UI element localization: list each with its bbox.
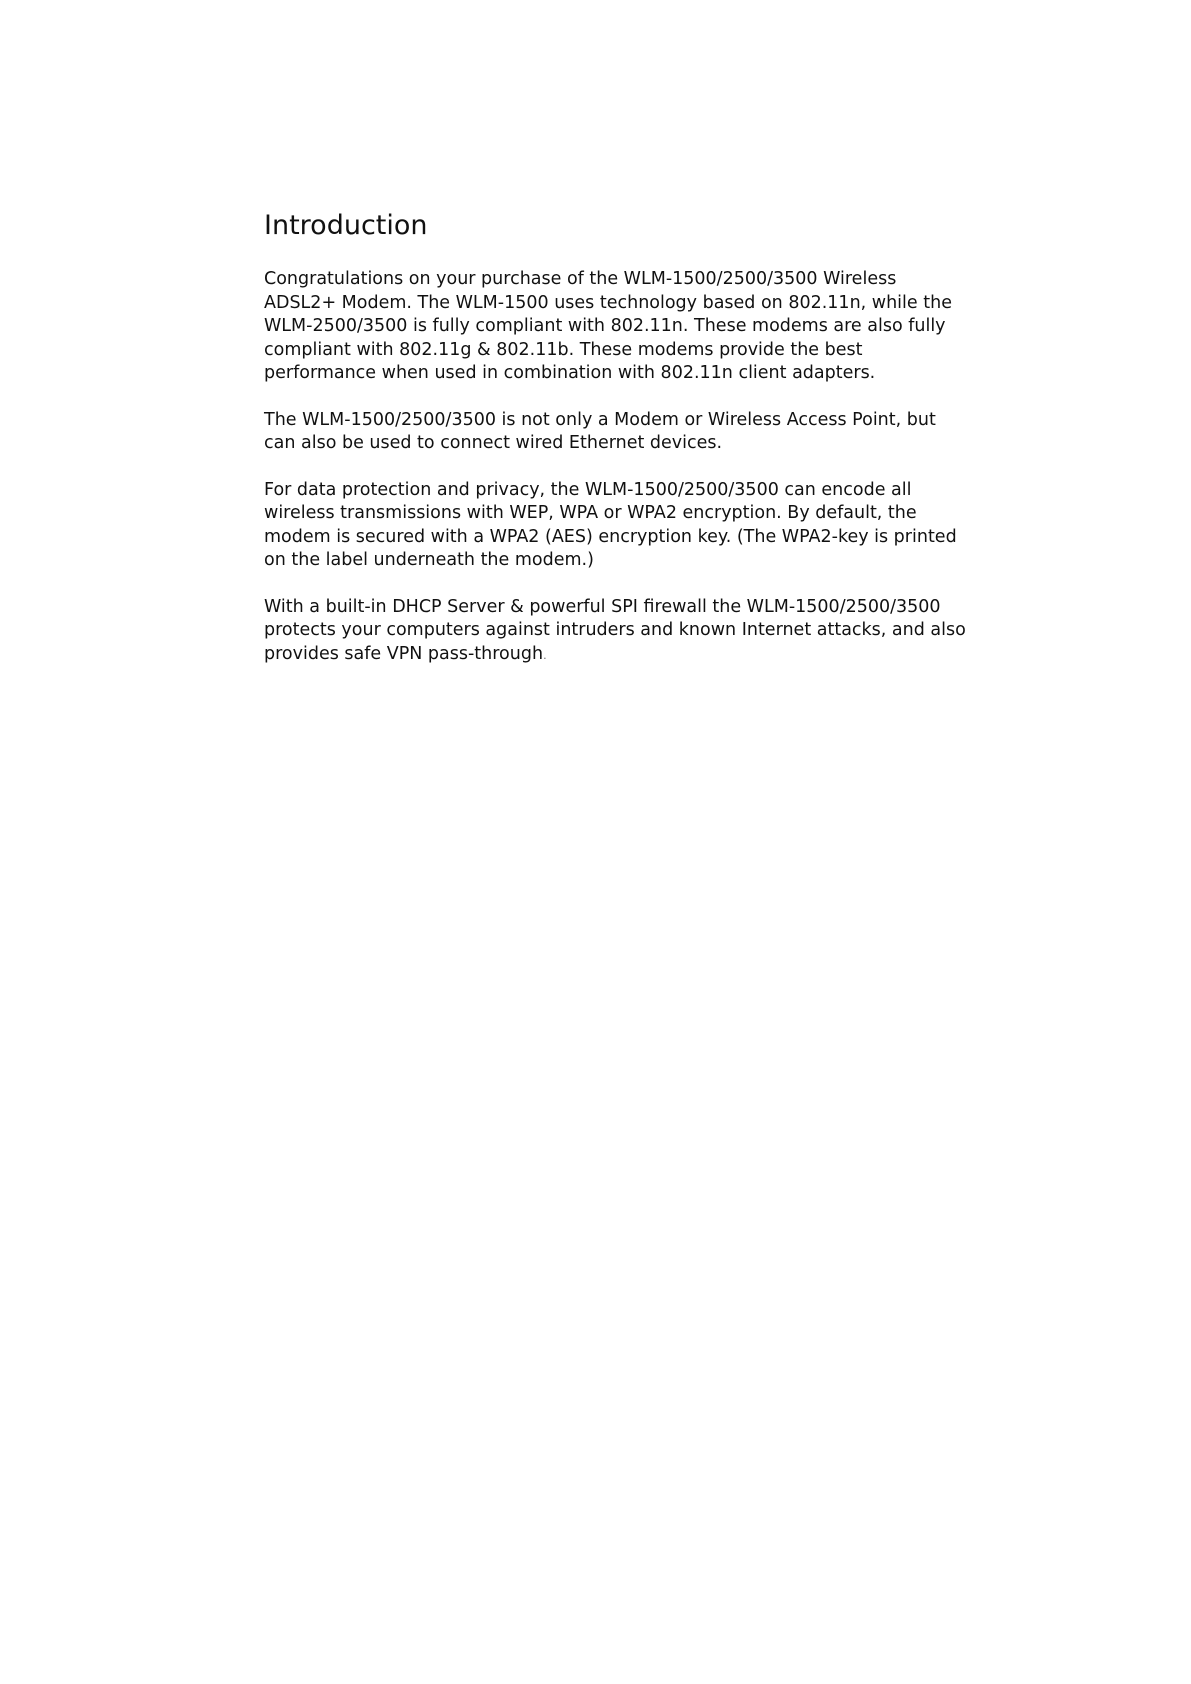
paragraph-data-protection [264,479,1024,573]
trailing-period: . [543,648,547,662]
paragraph-firewall [264,596,1024,668]
paragraph-modem-access-point [264,409,1024,456]
paragraph-line-text: provides safe VPN pass-through [264,643,544,664]
paragraph-line: modem is secured with a WPA2 (AES) encryption key. (The WPA2-key is printed [264,526,957,547]
paragraph-line: Congratulations on your purchase of the WLM-1500/2500/3500 Wireless [264,269,897,289]
paragraph-line: performance when used in combination with 802.11n client adapters. [264,363,876,383]
paragraph-line: The WLM-1500/2500/3500 is not only a Modem or Wireless Access Point, but [264,409,936,430]
document-content [264,206,1024,690]
paragraph-line: on the label underneath the modem.) [264,550,594,570]
paragraph-line: protects your computers against intruders and known Internet attacks, and also [264,620,966,640]
paragraph-line: For data protection and privacy, the WLM-1500/2500/3500 can encode all [264,479,912,500]
paragraph-line: With a built-in DHCP Server & powerful SPI firewall the WLM-1500/2500/3500 [264,596,941,617]
paragraph-line: can also be used to connect wired Ethernet devices. [264,433,723,453]
page-title: Introduction [264,210,428,241]
paragraph-congratulations [264,268,1024,386]
paragraph-line: WLM-2500/3500 is fully compliant with 802.11n. These modems are also fully [264,316,946,336]
paragraph-line: compliant with 802.11g & 802.11b. These modems provide the best [264,339,863,360]
paragraph-line: ADSL2+ Modem. The WLM-1500 uses technology based on 802.11n, while the [264,292,952,313]
paragraph-line [264,643,1024,668]
paragraph-line: wireless transmissions with WEP, WPA or WPA2 encryption. By default, the [264,503,917,523]
